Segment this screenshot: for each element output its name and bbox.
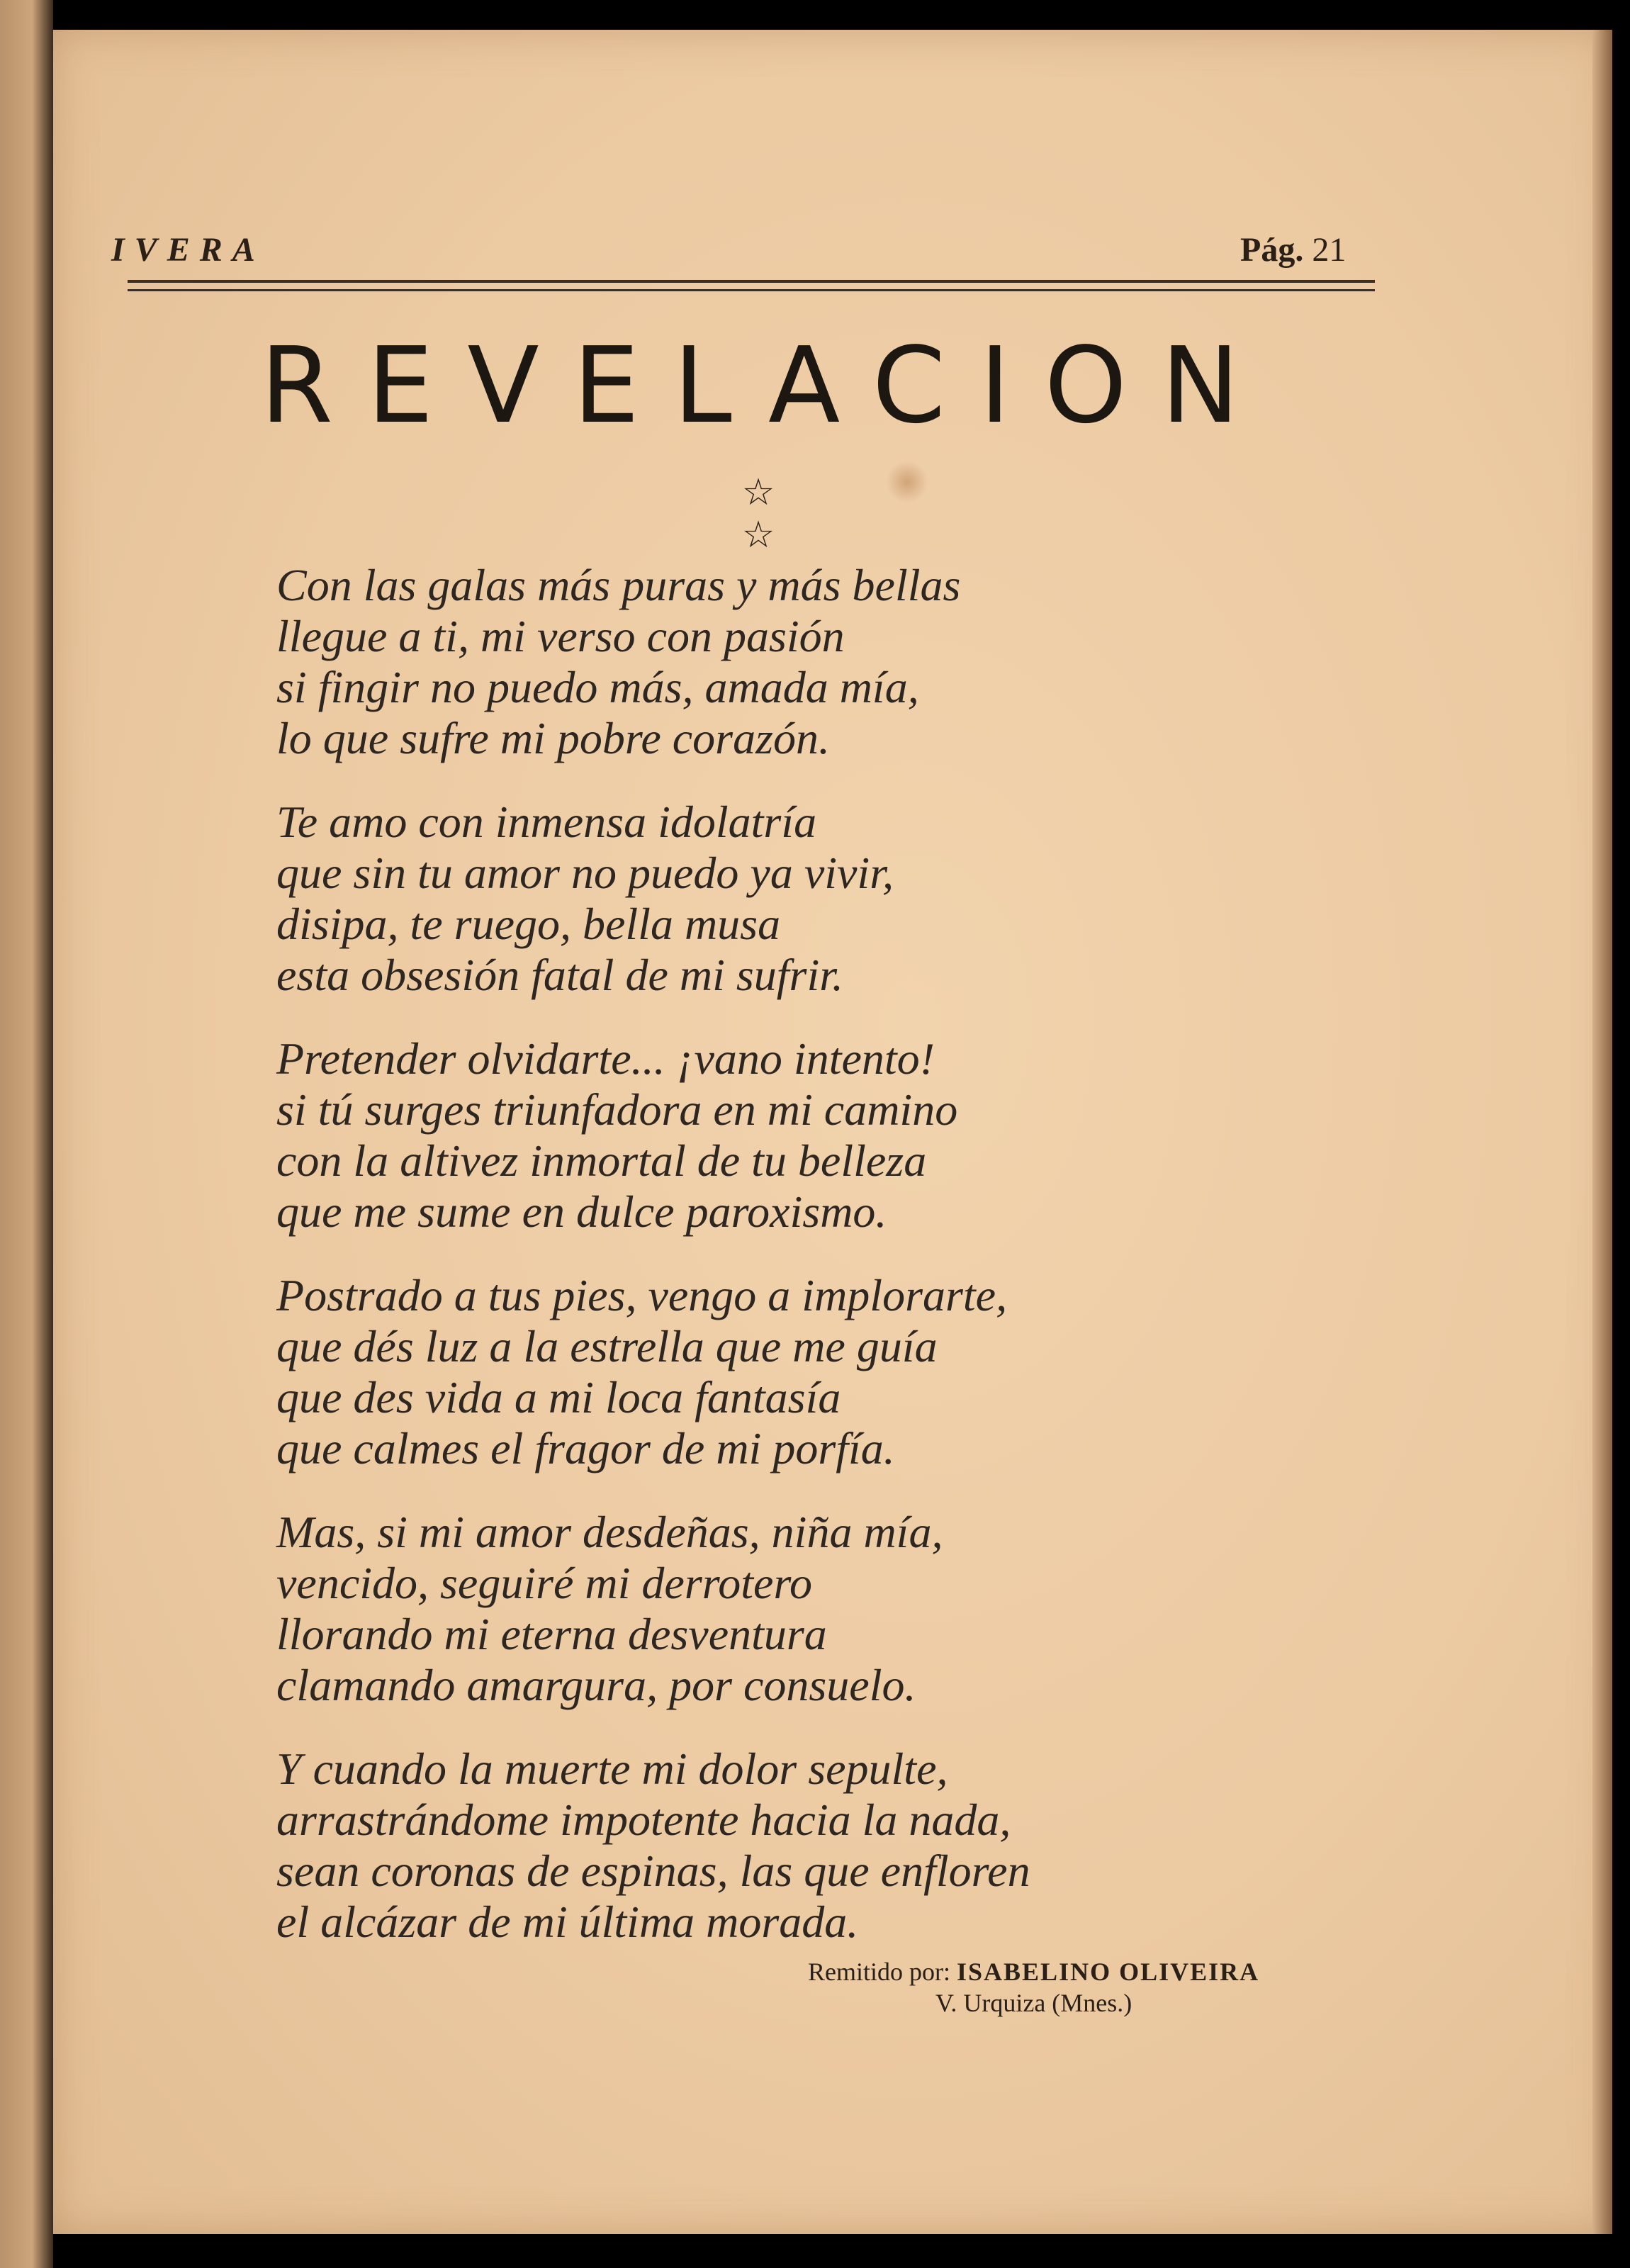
poem-line: vencido, seguiré mi derrotero bbox=[276, 1558, 812, 1608]
poem-line: que dés luz a la estrella que me guía bbox=[276, 1321, 938, 1371]
page-number: 21 bbox=[1312, 231, 1347, 269]
poem-line: que sin tu amor no puedo ya vivir, bbox=[276, 848, 894, 898]
header-rule-double bbox=[128, 289, 1375, 291]
stanza-5 bbox=[276, 1507, 1304, 1711]
poem-line: Te amo con inmensa idolatría bbox=[276, 797, 817, 847]
stanza-6 bbox=[276, 1744, 1304, 1948]
poem-line: con la altivez inmortal de tu belleza bbox=[276, 1135, 927, 1186]
poem-line: disipa, te ruego, bella musa bbox=[276, 899, 781, 949]
previous-page-edge bbox=[0, 0, 53, 2268]
poem-line: si tú surges triunfadora en mi camino bbox=[276, 1084, 958, 1135]
poem-line: el alcázar de mi última morada. bbox=[276, 1897, 859, 1947]
poem-title: REVELACION bbox=[260, 325, 1274, 447]
signature-label: Remitido por: bbox=[808, 1958, 950, 1986]
signature-author: ISABELINO OLIVEIRA bbox=[957, 1958, 1260, 1986]
poem-line: llorando mi eterna desventura bbox=[276, 1609, 827, 1659]
running-header-journal: IVERA bbox=[111, 231, 265, 269]
poem-line: Mas, si mi amor desdeñas, niña mía, bbox=[276, 1507, 943, 1557]
paper-stain bbox=[886, 461, 928, 503]
poem-line: arrastrándome impotente hacia la nada, bbox=[276, 1795, 1011, 1845]
poem-line: que des vida a mi loca fantasía bbox=[276, 1372, 841, 1422]
stanza-1 bbox=[276, 560, 1304, 764]
poem-line: esta obsesión fatal de mi sufrir. bbox=[276, 950, 844, 1000]
stanza-3 bbox=[276, 1033, 1304, 1237]
poem-line: sean coronas de espinas, las que enfloren bbox=[276, 1846, 1030, 1896]
stanza-2 bbox=[276, 797, 1304, 1001]
stanza-4 bbox=[276, 1270, 1304, 1474]
poem-line: lo que sufre mi pobre corazón. bbox=[276, 713, 830, 763]
poem-line: Y cuando la muerte mi dolor sepulte, bbox=[276, 1744, 948, 1794]
signature-block bbox=[808, 1956, 1259, 2019]
poem-line: llegue a ti, mi verso con pasión bbox=[276, 611, 845, 661]
page-label: Pág. bbox=[1240, 231, 1304, 269]
poem-line: que calmes el fragor de mi porfía. bbox=[276, 1423, 895, 1473]
poem-line: que me sume en dulce paroxismo. bbox=[276, 1186, 887, 1237]
star-ornament: ☆ ☆ bbox=[741, 473, 832, 556]
signature-place: V. Urquiza (Mnes.) bbox=[935, 1989, 1132, 2017]
poem-line: Postrado a tus pies, vengo a implorarte, bbox=[276, 1270, 1008, 1320]
poem-line: Pretender olvidarte... ¡vano intento! bbox=[276, 1033, 935, 1084]
poem-line: clamando amargura, por consuelo. bbox=[276, 1660, 916, 1710]
header-rule bbox=[128, 280, 1375, 283]
page-spine bbox=[1592, 30, 1612, 2234]
poem-line: Con las galas más puras y más bellas bbox=[276, 560, 961, 610]
running-header-page bbox=[1240, 230, 1346, 269]
poem-line: si fingir no puedo más, amada mía, bbox=[276, 662, 919, 712]
poem-body bbox=[276, 560, 1304, 1980]
